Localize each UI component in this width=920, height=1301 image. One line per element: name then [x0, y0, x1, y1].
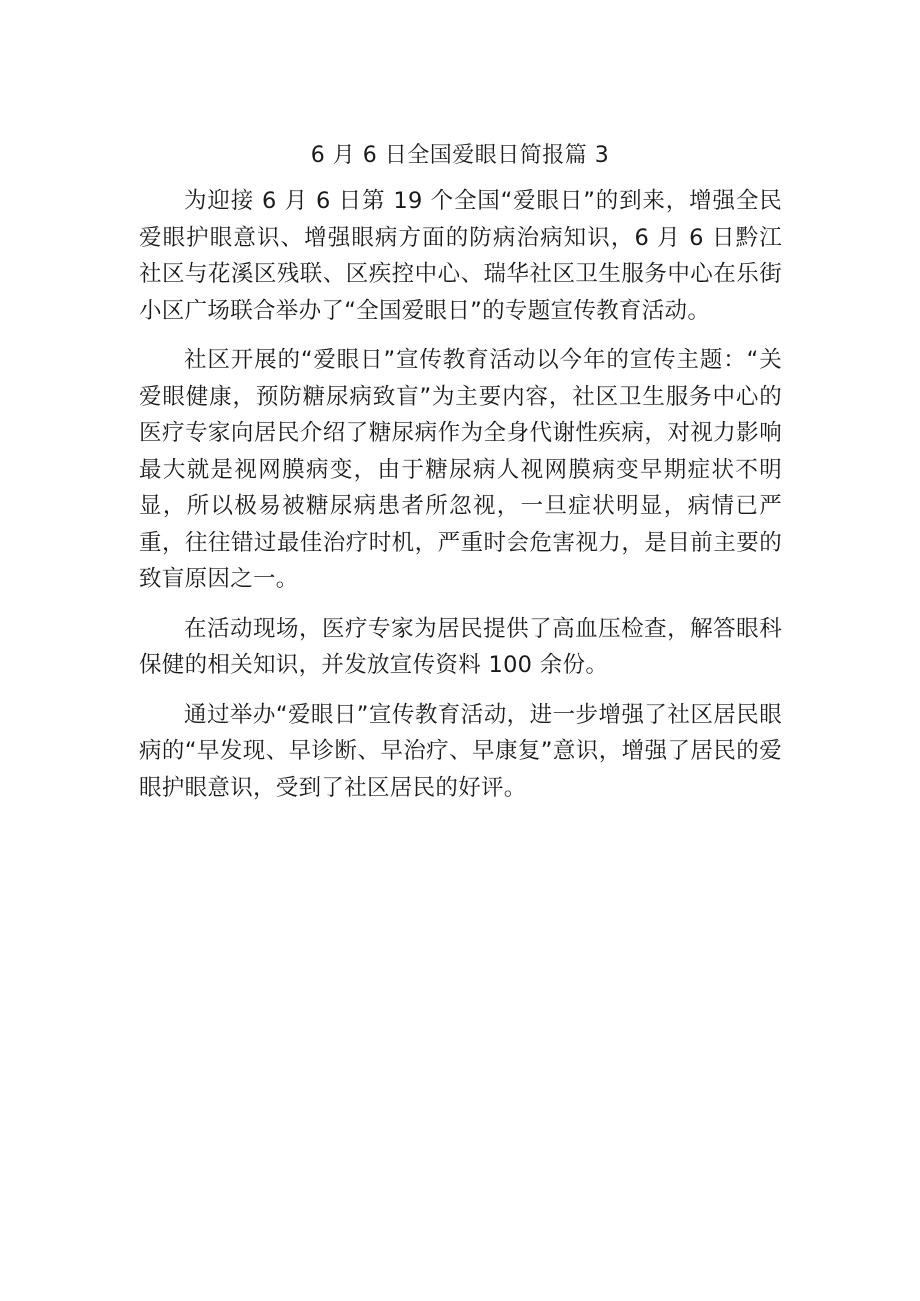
document-title: 6 月 6 日全国爱眼日简报篇 3: [310, 143, 610, 168]
paragraph-conclusion: 通过举办“爱眼日”宣传教育活动，进一步增强了社区居民眼病的“早发现、早诊断、早治疗、早康复”意识，增强了居民的爱眼护眼意识，受到了社区居民的好评。: [139, 701, 782, 801]
paragraph-activity: 在活动现场，医疗专家为居民提供了高血压检查，解答眼科保健的相关知识，并发放宣传资料 100 余份。: [139, 615, 782, 678]
paragraph-theme: 社区开展的“爱眼日”宣传教育活动以今年的宣传主题：“关爱眼健康，预防糖尿病致盲”为主要内容，社区卫生服务中心的医疗专家向居民介绍了糖尿病作为全身代谢性疾病，对视力影响最大就是视网膜病变，由于糖尿病人视网膜病变早期症状不明显，所以极易被糖尿病患者所忽视，一旦症状明显，病情已严重，往往错过最佳治疗时机，严重时会危害视力，是目前主要的致盲原因之一。: [139, 347, 782, 592]
document-body: [139, 183, 782, 819]
paragraph-intro: 为迎接 6 月 6 日第 19 个全国“爱眼日”的到来，增强全民爱眼护眼意识、增强眼病方面的防病治病知识，6 月 6 日黔江社区与花溪区残联、区疾控中心、瑞华社区卫生服务中心在乐街小区广场联合举办了“全国爱眼日”的专题宣传教育活动。: [139, 188, 782, 324]
